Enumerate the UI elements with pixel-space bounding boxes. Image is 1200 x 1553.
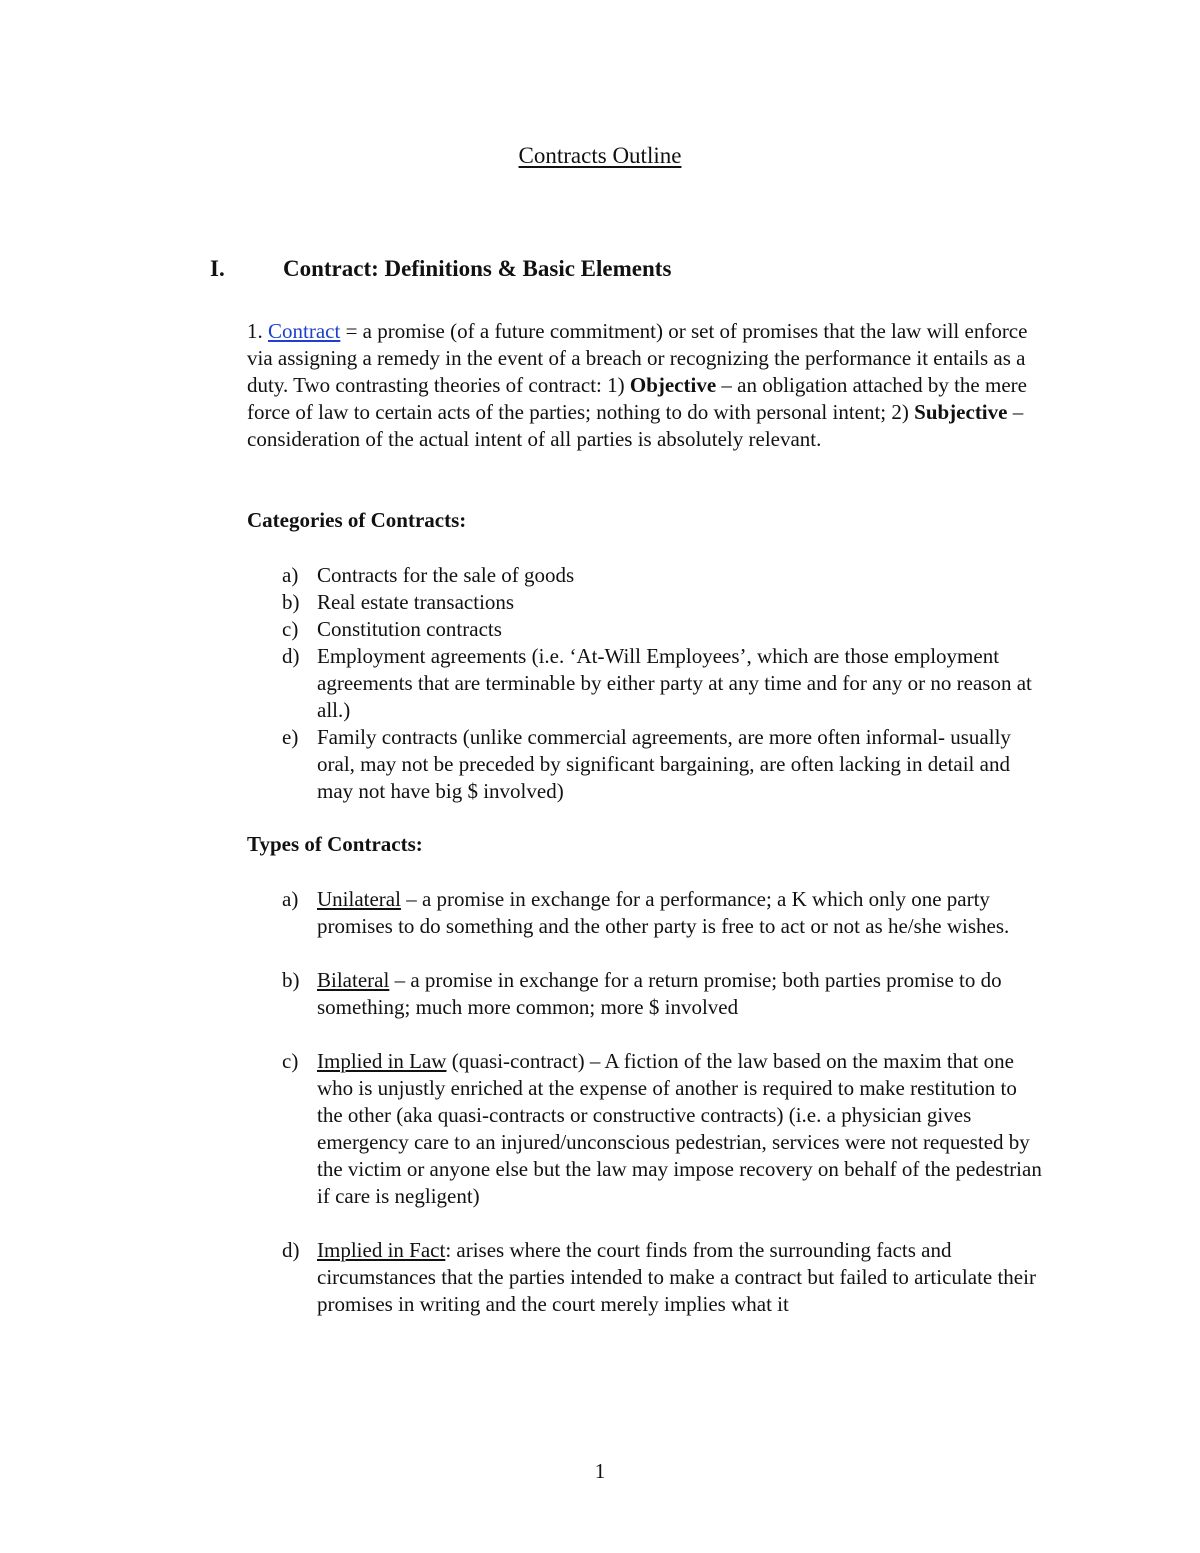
definition-text-1: = a promise (of a future commitment) or set of promises that the law will enforce via assigning a remedy in the event of a breach or recognizing the performance it entails as a duty. Two contrasting theories of contract: 1) — [247, 319, 1028, 397]
section-title: Contract: Definitions & Basic Elements — [283, 256, 672, 281]
page-number: 1 — [594, 1459, 606, 1483]
contract-term-link[interactable]: Contract — [268, 319, 341, 343]
list-item-text: Family contracts (unlike commercial agreements, are more often informal- usually oral, may not be preceded by significant bargaining, are often lacking in detail and may not have big $ involved) — [317, 725, 1011, 803]
section-number: I. — [210, 256, 225, 281]
list-item — [282, 616, 1042, 643]
list-marker: b) — [282, 590, 300, 614]
contract-definition-paragraph — [247, 318, 1037, 453]
list-marker: d) — [282, 644, 300, 668]
definition-prefix: 1. — [247, 319, 268, 343]
definition-text-3: – consideration of the actual intent of all parties is absolutely relevant. — [247, 400, 1024, 451]
type-term: Unilateral — [317, 887, 401, 911]
definition-text-2: – an obligation attached by the mere force of law to certain acts of the parties; nothing to do with personal intent; 2) — [247, 373, 1027, 424]
subjective-term: Subjective — [914, 400, 1008, 424]
list-item — [282, 967, 1042, 1021]
list-item — [282, 643, 1042, 724]
type-term: Implied in Law — [317, 1049, 447, 1073]
list-item — [282, 724, 1042, 805]
section-heading — [210, 256, 671, 282]
list-item — [282, 886, 1042, 940]
objective-term: Objective — [629, 373, 717, 397]
types-heading: Types of Contracts: — [247, 832, 423, 856]
list-item — [282, 562, 1042, 589]
type-term: Bilateral — [317, 968, 390, 992]
list-marker: c) — [282, 1049, 299, 1073]
list-item — [282, 1237, 1042, 1318]
list-marker: e) — [282, 725, 299, 749]
list-item-text: Contracts for the sale of goods — [317, 563, 575, 587]
list-item — [282, 1048, 1042, 1210]
list-item-text: Employment agreements (i.e. ‘At-Will Employees’, which are those employment agreements that are terminable by either party at any time and for any or no reason at all.) — [317, 644, 1032, 722]
list-marker: c) — [282, 617, 299, 641]
document-title: Contracts Outline — [518, 143, 682, 168]
list-item-text: (quasi-contract) – A fiction of the law based on the maxim that one who is unjustly enriched at the expense of another is required to make restitution to the other (aka quasi-contracts or constructive contracts) (i.e. a physician gives emergency care to an injured/unconscious pedestrian, services were not requested by the victim or anyone else but the law may impose recovery on behalf of the pedestrian if care is negligent) — [317, 1049, 1042, 1208]
categories-heading: Categories of Contracts: — [247, 508, 467, 532]
list-item-text: – a promise in exchange for a return promise; both parties promise to do something; much more common; more $ involved — [317, 968, 1002, 1019]
list-item-text: Constitution contracts — [317, 617, 502, 641]
list-item-text: – a promise in exchange for a performance; a K which only one party promises to do something and the other party is free to act or not as he/she wishes. — [317, 887, 1010, 938]
list-item-text: : arises where the court finds from the surrounding facts and circumstances that the parties intended to make a contract but failed to articulate their promises in writing and the court merely implies what it — [317, 1238, 1036, 1316]
list-marker: d) — [282, 1238, 300, 1262]
list-item — [282, 589, 1042, 616]
list-marker: a) — [282, 563, 299, 587]
types-list — [282, 886, 1042, 1345]
list-item-text: Real estate transactions — [317, 590, 515, 614]
type-term: Implied in Fact — [317, 1238, 446, 1262]
list-marker: b) — [282, 968, 300, 992]
categories-list — [282, 562, 1042, 805]
list-marker: a) — [282, 887, 299, 911]
